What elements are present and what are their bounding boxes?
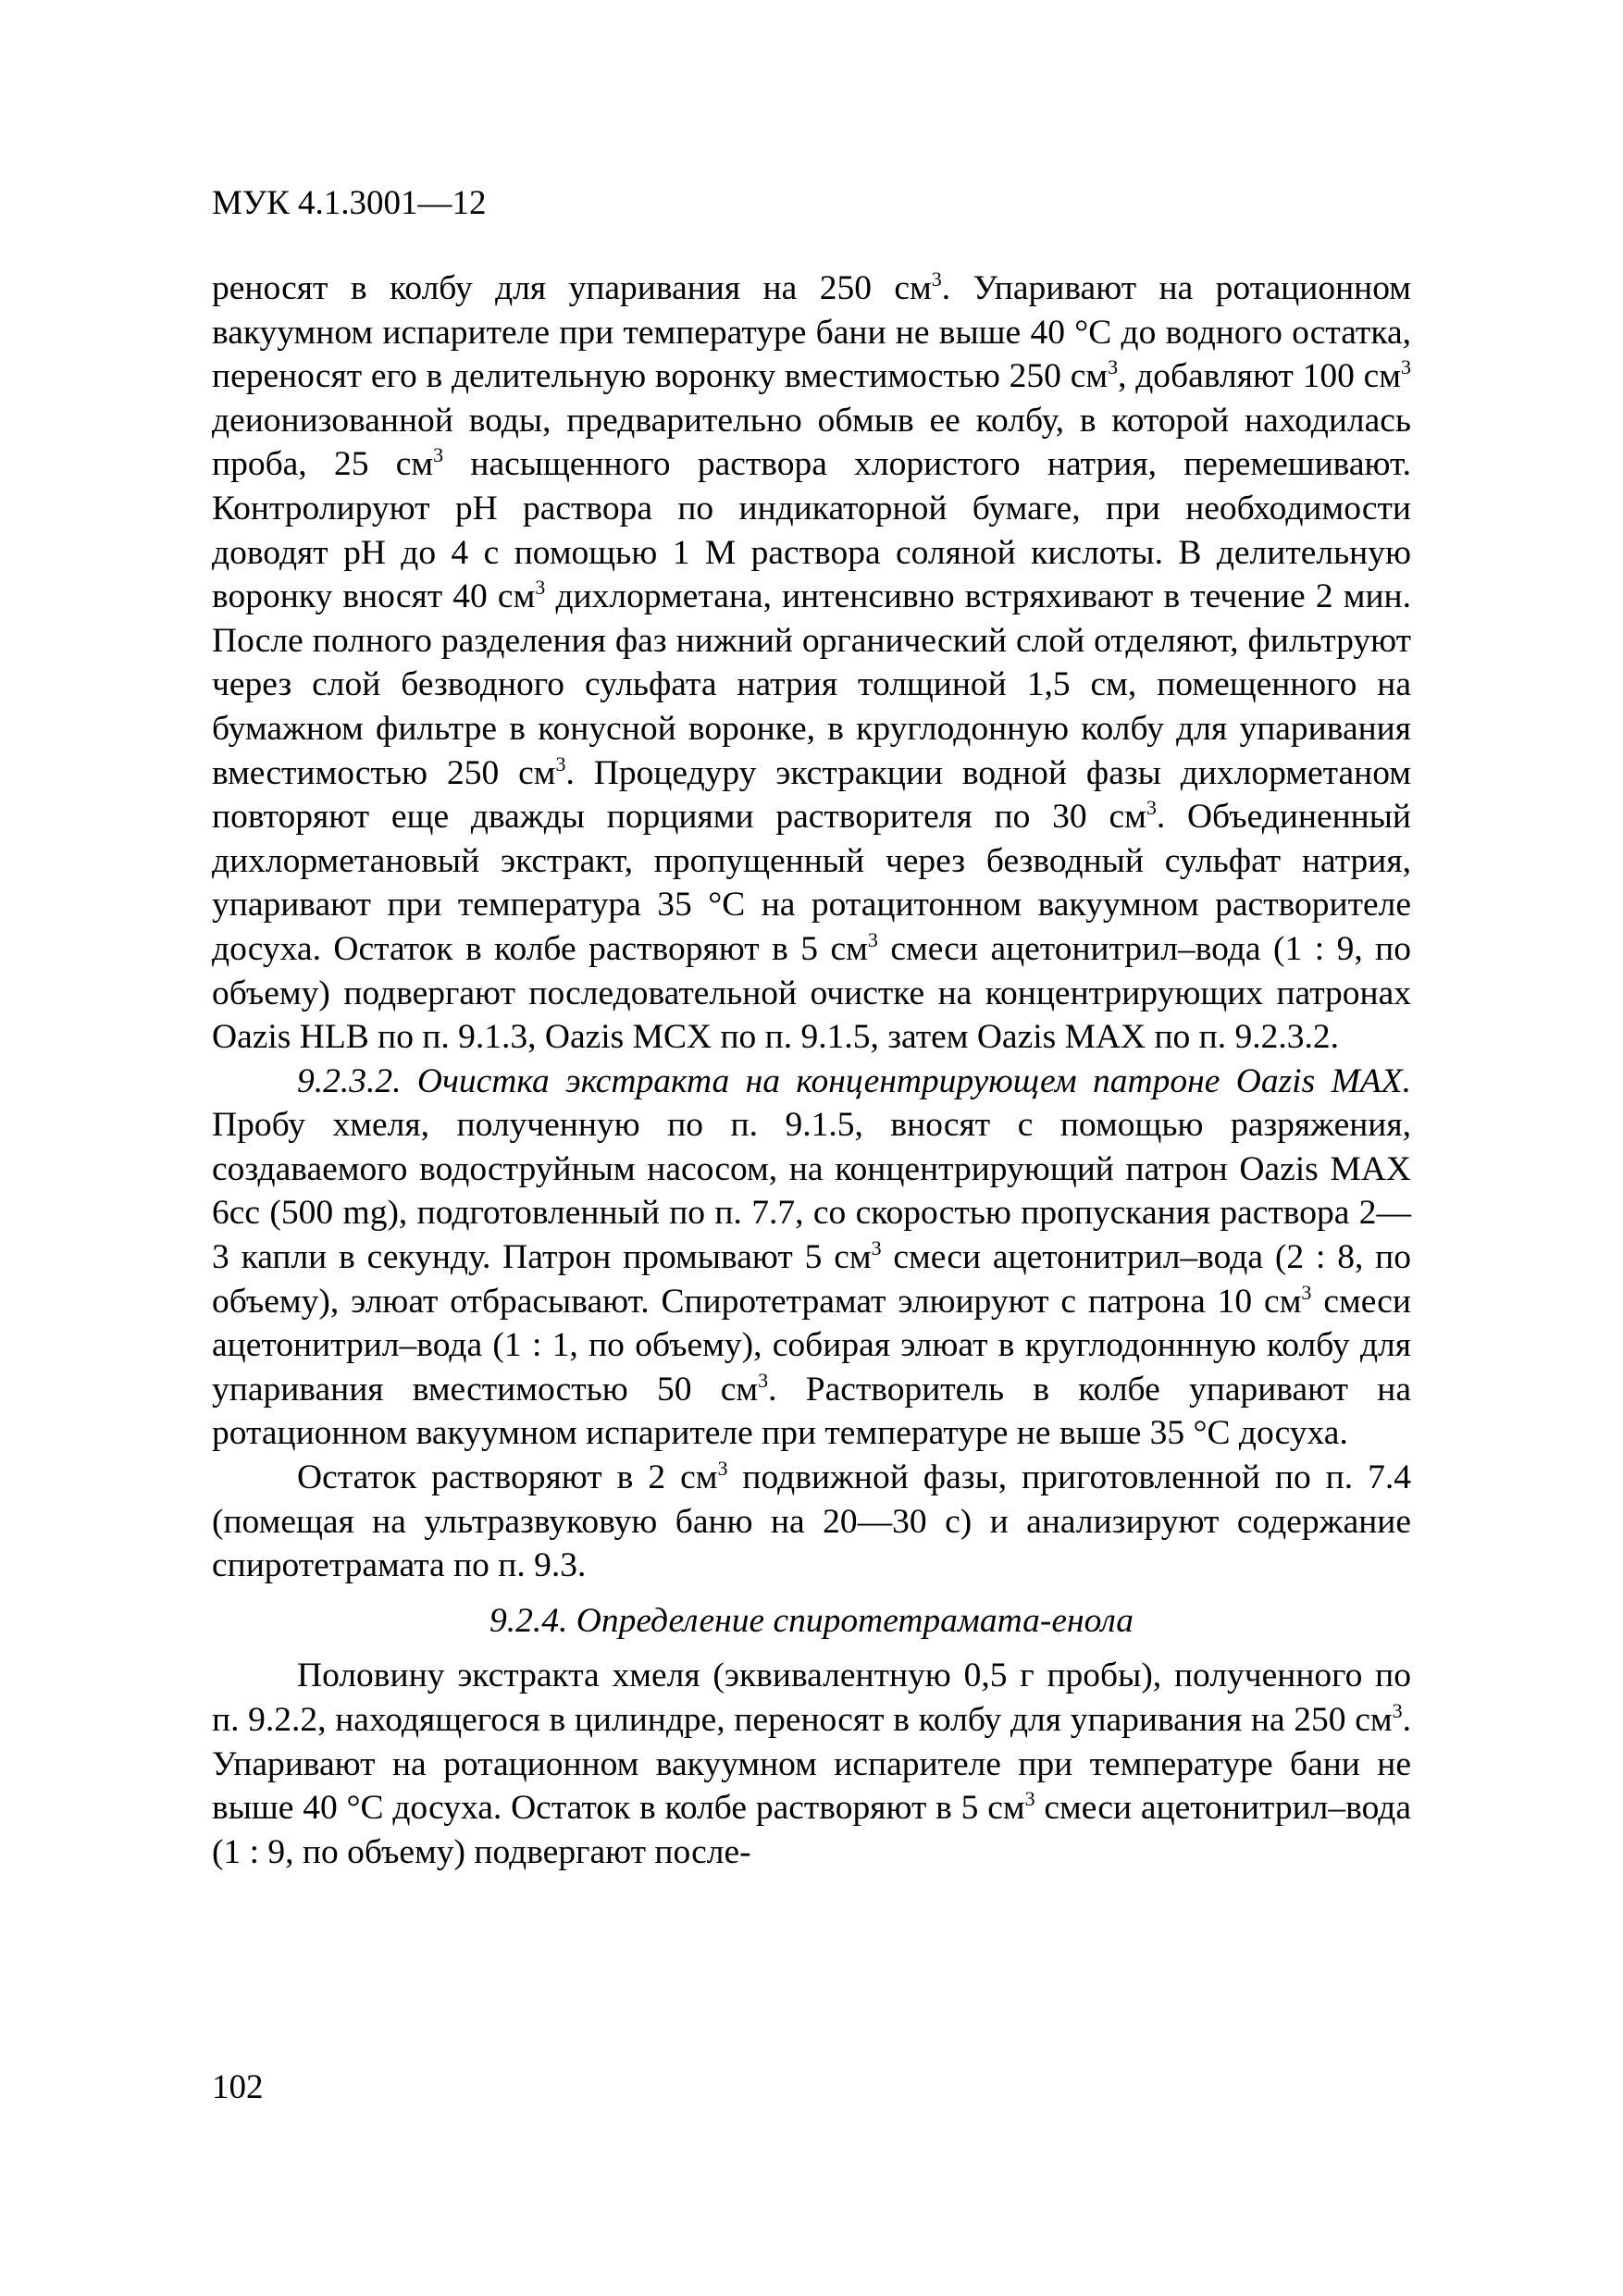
unit-cube-superscript: 3 xyxy=(758,1368,769,1392)
unit-cm: см xyxy=(518,753,556,792)
unit-cube-superscript: 3 xyxy=(555,751,566,776)
unit-cube-superscript: 3 xyxy=(867,927,878,951)
unit-cm: см xyxy=(720,1370,759,1409)
unit-cm: см xyxy=(894,269,932,307)
unit-cm: см xyxy=(834,1238,872,1277)
unit-cube-superscript: 3 xyxy=(1392,1699,1403,1722)
paragraph-enol-determination xyxy=(212,1654,1411,1874)
unit-cm: см xyxy=(1355,1701,1393,1739)
paragraph-residue-dissolve xyxy=(212,1456,1411,1588)
text-run: подвижной фазы, приготовленной по п. 7.4 (помещая на ультразвуковую баню на 20—30 с) и анализируют содержание спиротетрамата по п. 9.3. xyxy=(212,1458,1411,1585)
text-run: насыщенного раствора хлористого натрия, перемешивают. Контролируют pH раствора по индикаторной бумаге, при необходимости доводят pH до 4 с помощью 1 М раствора соляной кислоты. В делительную воронку вносят 40 xyxy=(212,445,1411,616)
text-run: Остаток растворяют в 2 xyxy=(297,1458,681,1497)
text-run: деионизованной воды, предварительно обмыв ее колбу, в которой находилась проба, 25 xyxy=(212,401,1411,484)
unit-cube-superscript: 3 xyxy=(1024,1787,1035,1811)
text-run: смеси ацетонитрил–вода (1 : 9, по объему) подвергают после- xyxy=(212,1789,1411,1871)
text-run: . Упаривают на ротационном вакуумном испарителе при температуре бани не выше 40 °C досуха. Остаток в колбе растворяют в 5 xyxy=(212,1701,1411,1828)
unit-cm: см xyxy=(830,929,868,968)
unit-cm: см xyxy=(1070,357,1109,396)
unit-cube-superscript: 3 xyxy=(1108,355,1119,379)
text-run: . Растворитель в колбе упаривают на ротационном вакуумном испарителе при температуре не выше 35 °C досуха. xyxy=(212,1370,1411,1453)
unit-cube-superscript: 3 xyxy=(871,1236,882,1260)
unit-cm: см xyxy=(1363,357,1401,396)
text-run: Пробу хмеля, полученную по п. 9.1.5, вносят с помощью разряжения, создаваемого водоструйным насосом, на концентрирующий патрон Oazis MAX 6cc (500 mg), подготовленный по п. 7.7, со скоростью пропускания раствора 2—3 капли в секунду. Патрон промывают 5 xyxy=(212,1106,1411,1277)
text-run: . Упаривают на ротационном вакуумном испарителе при температуре бани не выше 40 °C до водного остатка, переносят его в делительную воронку вместимостью 250 xyxy=(212,269,1411,396)
unit-cm: см xyxy=(1264,1282,1302,1321)
unit-cm: см xyxy=(395,445,434,484)
text-run: дихлорметана, интенсивно встряхивают в течение 2 мин. После полного разделения фаз нижний органический слой отделяют, фильтруют через слой безводного сульфата натрия толщиной 1,5 см, помещенного на бумажном фильтре в конусной воронке, в круглодонную колбу для упаривания вместимостью 250 xyxy=(212,577,1411,792)
paragraph-max-cleanup xyxy=(212,1060,1411,1456)
text-run: реносят в колбу для упаривания на 250 xyxy=(212,269,895,307)
unit-cube-superscript: 3 xyxy=(717,1457,728,1481)
subsection-heading-9-2-3-2: 9.2.3.2. Очистка экстракта на концентрирующем патроне Oazis MAX. xyxy=(297,1061,1411,1100)
text-run: смеси ацетонитрил–вода (1 : 1, по объему), собирая элюат в круглодоннную колбу для упаривания вместимостью 50 xyxy=(212,1282,1411,1409)
unit-cube-superscript: 3 xyxy=(931,267,942,291)
text-run: . Объединенный дихлорметановый экстракт, пропущенный через безводный сульфат натрия, упаривают при температура 35 °C на ротацитонном вакуумном растворителе досуха. Остаток в колбе растворяют в 5 xyxy=(212,798,1412,968)
document-body xyxy=(212,267,1411,1874)
paragraph-sample-transfer xyxy=(212,267,1411,1060)
unit-cm: см xyxy=(987,1789,1025,1828)
text-run: , добавляют 100 xyxy=(1118,357,1364,396)
section-heading-9-2-4: 9.2.4. Определение спиротетрамата-енола xyxy=(489,1601,1134,1640)
unit-cube-superscript: 3 xyxy=(1401,355,1411,379)
unit-cm: см xyxy=(680,1458,718,1497)
unit-cube-superscript: 3 xyxy=(1301,1280,1312,1304)
text-run: смеси ацетонитрил–вода (2 : 8, по объему), элюат отбрасывают. Спиротетрамат элюируют с патрона 10 xyxy=(212,1238,1411,1321)
document-code-header: МУК 4.1.3001—12 xyxy=(212,184,487,222)
unit-cube-superscript: 3 xyxy=(535,576,546,600)
page-number: 102 xyxy=(212,2068,264,2106)
text-run: . Процедуру экстракции водной фазы дихлорметаном повторяют еще дважды порциями растворителя по 30 xyxy=(212,753,1411,837)
unit-cube-superscript: 3 xyxy=(433,443,444,467)
text-run: смеси ацетонитрил–вода (1 : 9, по объему) подвергают последовательной очистке на концентрирующих патронах Oazis HLB по п. 9.1.3, Oazis MCX по п. 9.1.5, затем Oazis MAX по п. 9.2.3.2. xyxy=(212,929,1411,1057)
unit-cm: см xyxy=(497,577,536,616)
text-run: Половину экстракта хмеля (эквивалентную 0,5 г пробы), полученного по п. 9.2.2, находящегося в цилиндре, переносят в колбу для упаривания на 250 xyxy=(212,1657,1411,1739)
unit-cube-superscript: 3 xyxy=(1146,796,1157,820)
unit-cm: см xyxy=(1109,798,1146,837)
